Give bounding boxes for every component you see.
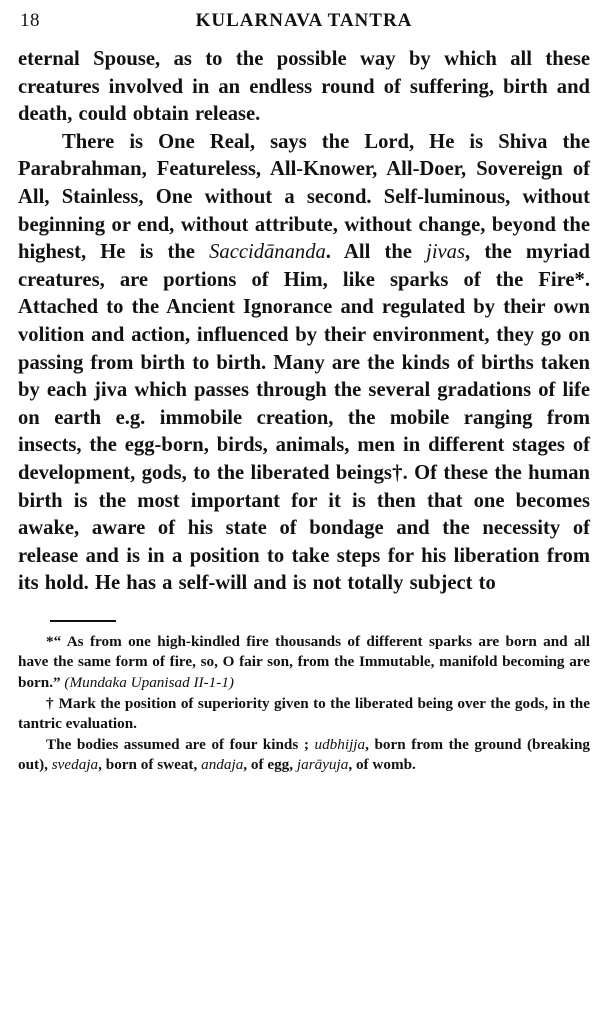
- running-head: KULARNAVA TANTRA: [195, 10, 413, 31]
- paragraph-text: . All the: [325, 241, 427, 264]
- footnote-star: [18, 632, 590, 694]
- footnote-text: , born of sweat,: [98, 756, 202, 774]
- footnote-dagger: † Mark the position of superiority given to the liberated being over the gods, in the tantric evaluation.: [18, 694, 590, 733]
- footnotes: [18, 632, 590, 776]
- page-header: [18, 6, 590, 36]
- paragraph-one-real: [18, 129, 590, 598]
- term-jarayuja: jarāyuja: [296, 756, 349, 774]
- footnote-divider: [50, 620, 116, 622]
- page-number: 18: [20, 10, 40, 31]
- footnote-text: The bodies assumed are of four kinds ;: [46, 735, 315, 753]
- term-saccidananda: Saccidānanda: [209, 241, 326, 264]
- term-svedaja: svedaja: [51, 756, 99, 774]
- paragraph-continued: eternal Spouse, as to the possible way by which all these creatures involved in an endless round of suffering, birth and death, could obtain release.: [18, 48, 590, 126]
- paragraph-text: There is One Real, says the Lord, He is Shiva the Parabrahman, Featureless, All-Knower, All-Doer, Sovereign of All, Stainless, One without a second. Self-luminous, without beginning or end, without attribute, without change, beyond the highest, He is the: [18, 130, 590, 264]
- term-andaja: andaja: [201, 756, 244, 774]
- body-text: [18, 46, 590, 598]
- footnote-text: , born from the ground (breaking out),: [18, 735, 590, 774]
- footnote-source: (Mundaka Upanisad II-1-1): [64, 674, 234, 692]
- paragraph-text: , the myriad creatures, are portions of Him, like sparks of the Fire*. Attached to the Ancient Ignorance and regulated by their own volition and action, influenced by their environment, they go on passing from birth to birth. Many are the kinds of births taken by each jiva which passes through the several gradations of life on earth e.g. immobile creation, the mobile ranging from insects, the egg-born, birds, animals, men in different stages of development, gods, to the liberated beings†. Of these the human birth is the most important for it is then that one becomes awake, aware of his state of bondage and the necessity of release and is in a position to take steps for his liberation from its hold. He has a self-will and is not totally subject to: [18, 241, 590, 595]
- footnote-bodies: [18, 735, 590, 776]
- footnote-text: , of womb.: [348, 756, 416, 774]
- term-udbhijja: udbhijja: [314, 735, 366, 753]
- term-jivas: jivas: [426, 241, 465, 264]
- footnote-text: , of egg,: [243, 756, 297, 774]
- footnote-text: *“ As from one high-kindled fire thousands of different sparks are born and all have the same form of fire, so, O fair son, from the Immutable, manifold becoming are born.”: [18, 632, 590, 692]
